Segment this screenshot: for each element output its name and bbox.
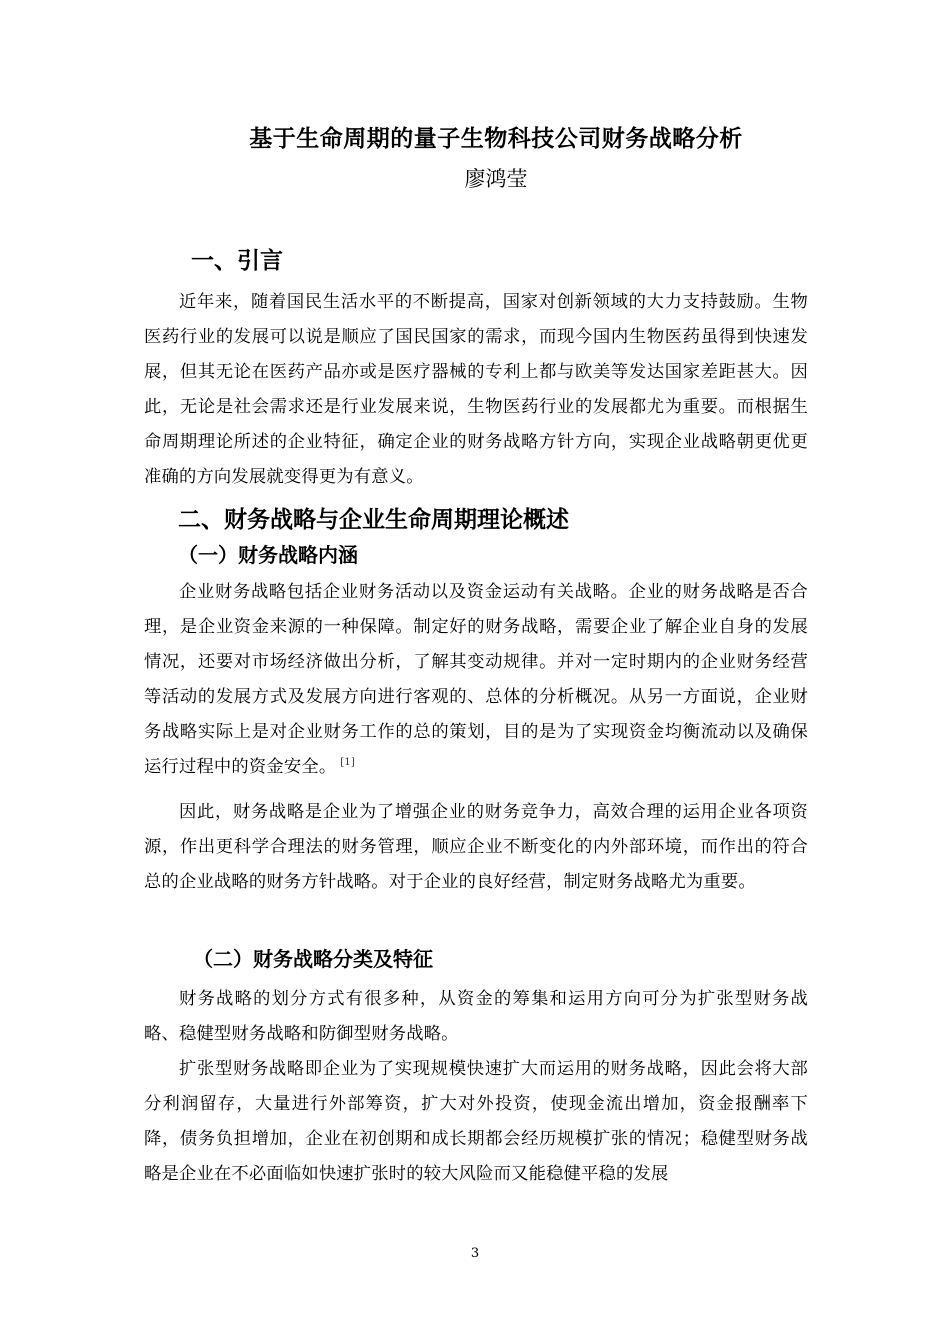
paragraph-classification-1: 财务战略的划分方式有很多种，从资金的筹集和运用方向可分为扩张型财务战略、稳健型财务战略和防御型财务战略。 <box>144 989 808 1044</box>
paragraph-connotation-2: 因此，财务战略是企业为了增强企业的财务竞争力，高效合理的运用企业各项资源，作出更科学合理法的财务管理，顺应企业不断变化的内外部环境，而作出的符合总的企业战略的财务方针战略。对于企业的良好经营，制定财务战略尤为重要。 <box>144 802 808 892</box>
section-heading-financial-strategy: 二、财务战略与企业生命周期理论概述 <box>178 507 569 533</box>
subsection-heading-classification: （二）财务战略分类及特征 <box>193 947 433 971</box>
paragraph-connotation-1-text: 企业财务战略包括企业财务活动以及资金运动有关战略。企业的财务战略是否合理，是企业资金来源的一种保障。制定好的财务战略，需要企业了解企业自身的发展情况，还要对市场经济做出分析，了解其变动规律。并对一定时期内的企业财务经营等活动的发展方式及发展方向进行客观的、总体的分析概况。从另一方面说，企业财务战略实际上是对企业财务工作的总的策划，目的是为了实现资金均衡流动以及确保运行过程中的资金安全。 <box>144 582 808 777</box>
citation-marker: [1] <box>340 757 356 769</box>
paragraph-connotation-1 <box>144 575 808 785</box>
author-name: 廖鸿莹 <box>464 167 528 191</box>
subsection-heading-connotation: （一）财务战略内涵 <box>178 543 358 567</box>
section-heading-introduction: 一、引言 <box>191 248 283 274</box>
page-number: 3 <box>470 1246 480 1261</box>
document-title: 基于生命周期的量子生物科技公司财务战略分析 <box>249 126 743 152</box>
paragraph-introduction: 近年来，随着国民生活水平的不断提高，国家对创新领域的大力支持鼓励。生物医药行业的发展可以说是顺应了国民国家的需求，而现今国内生物医药虽得到快速发展，但其无论在医药产品亦或是医疗器械的专利上都与欧美等发达国家差距甚大。因此，无论是社会需求还是行业发展来说，生物医药行业的发展都尤为重要。而根据生命周期理论所述的企业特征，确定企业的财务战略方针方向，实现企业战略朝更优更准确的方向发展就变得更为有意义。 <box>144 292 808 487</box>
paragraph-classification-2: 扩张型财务战略即企业为了实现规模快速扩大而运用的财务战略，因此会将大部分利润留存，大量进行外部筹资，扩大对外投资，使现金流出增加，资金报酬率下降，债务负担增加，企业在初创期和成长期都会经历规模扩张的情况；稳健型财务战略是企业在不必面临如快速扩张时的较大风险而又能稳健平稳的发展 <box>144 1059 808 1184</box>
